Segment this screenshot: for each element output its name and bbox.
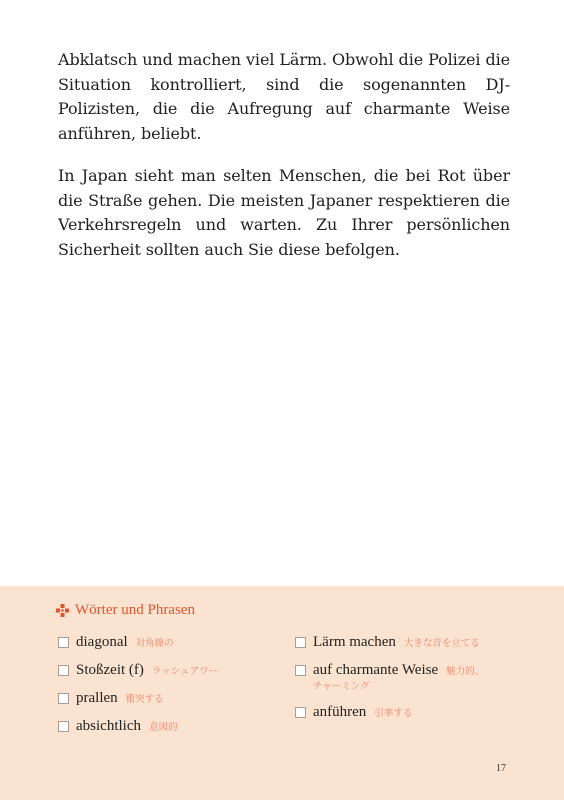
checkbox[interactable] — [58, 721, 69, 732]
vocabulary-item — [295, 660, 525, 694]
checkbox[interactable] — [58, 637, 69, 648]
checkbox[interactable] — [295, 637, 306, 648]
paragraph: Abklatsch und machen viel Lärm. Obwohl die Polizei die Situation kontrolliert, sind die sogenannten DJ-Polizisten, die die Aufregung auf charmante Weise anführen, beliebt. — [58, 50, 510, 143]
vocabulary-gloss: 衝突する — [125, 694, 164, 705]
vocabulary-gloss: 大きな音を立てる — [403, 638, 480, 649]
vocabulary-column-right — [295, 632, 525, 730]
checkbox[interactable] — [58, 665, 69, 676]
checkbox[interactable] — [295, 707, 306, 718]
vocabulary-item — [58, 660, 288, 680]
vocabulary-item — [58, 688, 288, 708]
vocabulary-item — [295, 702, 525, 722]
vocabulary-term: absichtlich — [76, 718, 141, 734]
body-text — [58, 48, 510, 280]
paragraph: In Japan sieht man selten Menschen, die bei Rot über die Straße gehen. Die meisten Japaner respektieren die Verkehrsregeln und warten. Zu Ihrer persönlichen Sicherheit sollten auch Sie diese befolgen. — [58, 166, 510, 259]
vocabulary-term: Stoßzeit (f) — [76, 662, 144, 678]
vocabulary-item — [58, 632, 288, 652]
vocabulary-term: auf charmante Weise — [313, 662, 439, 678]
flower-cross-icon — [56, 604, 69, 617]
vocabulary-heading — [56, 602, 195, 619]
checkbox[interactable] — [58, 693, 69, 704]
vocabulary-term: diagonal — [76, 634, 128, 650]
vocabulary-heading-text: Wörter und Phrasen — [75, 602, 195, 618]
vocabulary-term: anführen — [313, 704, 367, 720]
vocabulary-column-left — [58, 632, 288, 744]
vocabulary-term: prallen — [76, 690, 118, 706]
vocabulary-gloss: 引率する — [374, 708, 413, 719]
page-number: 17 — [496, 763, 506, 774]
vocabulary-gloss-continued: チャーミング — [313, 681, 370, 692]
checkbox[interactable] — [295, 665, 306, 676]
vocabulary-gloss: 魅力的、 — [446, 666, 485, 677]
vocabulary-term: Lärm machen — [313, 634, 396, 650]
vocabulary-item — [58, 716, 288, 736]
vocabulary-gloss: ラッシュアワー — [151, 666, 219, 677]
vocabulary-gloss: 意図的 — [148, 722, 178, 733]
vocabulary-panel — [0, 586, 564, 800]
vocabulary-item — [295, 632, 525, 652]
vocabulary-gloss: 対角線の — [135, 638, 174, 649]
